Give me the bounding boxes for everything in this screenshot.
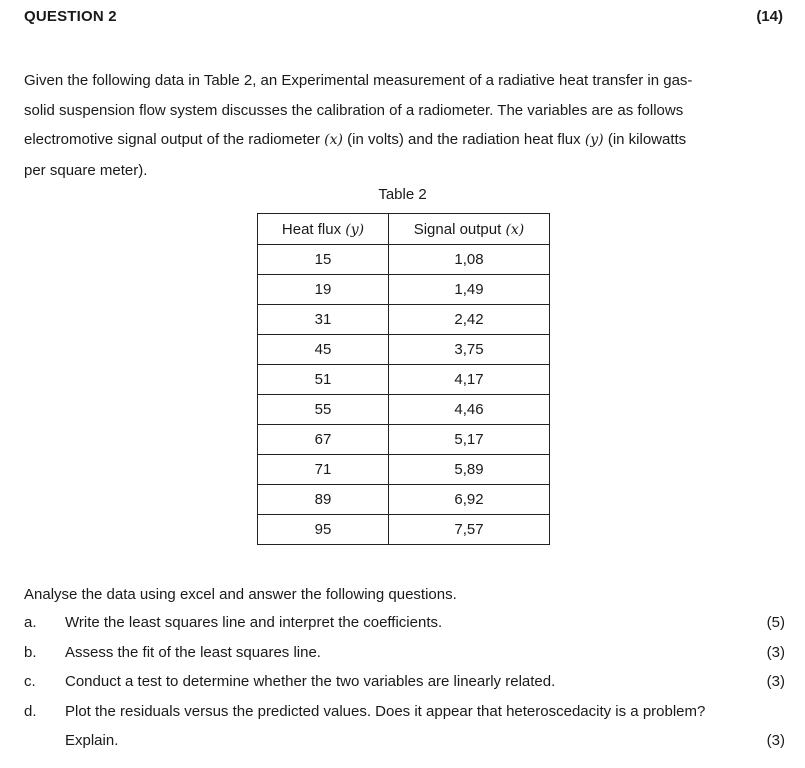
subquestion-label: d. — [24, 702, 37, 720]
intro-line — [24, 125, 784, 156]
intro-text: (in kilowatts — [603, 131, 687, 148]
signal-output-cell: 4,17 — [389, 365, 550, 395]
subquestion-text: Write the least squares line and interpret the coefficients. — [65, 614, 443, 631]
signal-output-cell: 4,46 — [389, 395, 550, 425]
heat-flux-cell: 31 — [258, 305, 389, 335]
signal-output-cell: 5,17 — [389, 425, 550, 455]
signal-output-cell: 3,75 — [389, 335, 550, 365]
table-row — [258, 365, 550, 395]
subquestion-marks: (3) — [766, 643, 785, 661]
subquestion-d-continued — [24, 726, 785, 756]
header-label: Heat flux — [281, 220, 346, 238]
heat-flux-cell: 51 — [258, 365, 389, 395]
header-heat-flux — [258, 214, 389, 245]
intro-line: per square meter). — [24, 161, 148, 179]
header-label: Signal output — [413, 220, 506, 238]
heat-flux-cell: 67 — [258, 425, 389, 455]
heat-flux-cell: 19 — [258, 275, 389, 305]
y-symbol: (y) — [345, 221, 365, 238]
heat-flux-cell: 45 — [258, 335, 389, 365]
heat-flux-cell: 71 — [258, 455, 389, 485]
signal-output-cell: 7,57 — [389, 515, 550, 545]
subquestion-b — [24, 638, 785, 668]
subquestion-d — [24, 697, 785, 727]
x-symbol: (x) — [505, 221, 525, 238]
table-row — [258, 485, 550, 515]
subquestion-text: Conduct a test to determine whether the two variables are linearly related. — [65, 673, 556, 690]
table-row — [258, 245, 550, 275]
subquestion-text: Explain. — [65, 732, 119, 749]
subquestion-label: b. — [24, 643, 37, 661]
signal-output-cell: 1,08 — [389, 245, 550, 275]
heat-flux-cell: 89 — [258, 485, 389, 515]
table-row — [258, 455, 550, 485]
table-row — [258, 515, 550, 545]
table-caption: Table 2 — [378, 186, 427, 203]
table-row — [258, 395, 550, 425]
data-table — [257, 213, 550, 545]
intro-paragraph — [24, 66, 784, 185]
subquestion-marks: (5) — [766, 614, 785, 631]
heat-flux-cell: 15 — [258, 245, 389, 275]
subquestion-marks: (3) — [766, 732, 785, 749]
signal-output-cell: 2,42 — [389, 305, 550, 335]
heat-flux-cell: 95 — [258, 515, 389, 545]
question-marks: (14) — [756, 8, 783, 25]
subquestion-a — [24, 608, 785, 638]
intro-line: solid suspension flow system discusses the calibration of a radiometer. The variables are as follows — [24, 101, 684, 119]
intro-text: electromotive signal output of the radiometer — [24, 131, 325, 148]
table-row — [258, 305, 550, 335]
subquestion-c — [24, 667, 785, 697]
x-symbol: (x) — [324, 132, 343, 148]
heat-flux-cell: 55 — [258, 395, 389, 425]
header-signal-output — [389, 214, 550, 245]
subquestion-label: c. — [24, 673, 36, 690]
y-symbol: (y) — [584, 132, 604, 148]
signal-output-cell: 5,89 — [389, 455, 550, 485]
table-row — [258, 275, 550, 305]
table-row — [258, 425, 550, 455]
subquestion-text: Assess the fit of the least squares line. — [65, 643, 321, 661]
subquestion-marks: (3) — [766, 673, 785, 690]
signal-output-cell: 1,49 — [389, 275, 550, 305]
questions-section — [24, 582, 785, 756]
question-title: QUESTION 2 — [24, 8, 117, 25]
subquestion-label: a. — [24, 614, 37, 631]
signal-output-cell: 6,92 — [389, 485, 550, 515]
intro-line: Given the following data in Table 2, an Experimental measurement of a radiative heat transfer in gas- — [24, 72, 693, 89]
subquestion-text: Plot the residuals versus the predicted values. Does it appear that heteroscedacity is a problem? — [65, 702, 706, 720]
table-header-row — [258, 214, 550, 245]
intro-text: (in volts) and the radiation heat flux — [343, 131, 585, 148]
table-row — [258, 335, 550, 365]
instructions-text: Analyse the data using excel and answer the following questions. — [24, 586, 457, 603]
